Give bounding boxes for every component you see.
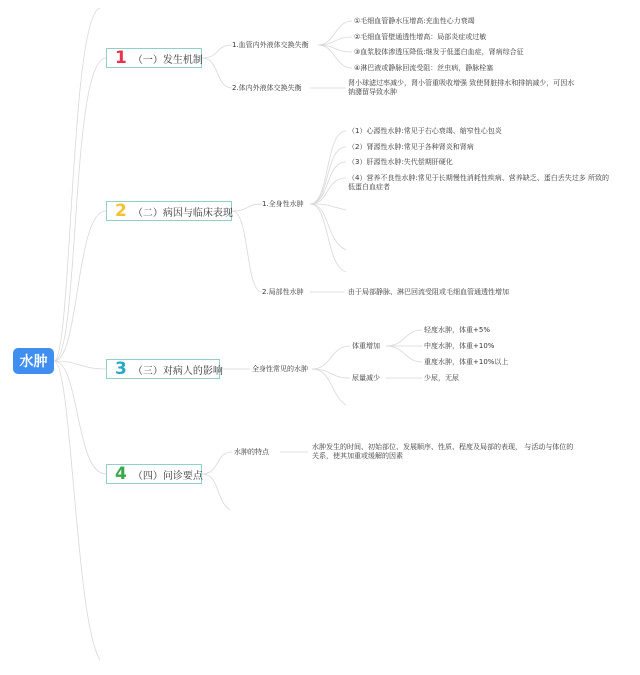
node-2-2[interactable]: 2.局部性水肿 <box>262 288 304 296</box>
topic-number-2: 2 <box>115 200 127 221</box>
leaf-1-1-1[interactable]: ①毛细血管静水压增高:充血性心力衰竭 <box>354 17 475 25</box>
leaf-4-1-detail[interactable]: 水肿发生的时间、初始部位、发展顺序、性质、程度及局部的表现， 与活动与体位的关系，使其加重或缓解的因素 <box>312 443 574 460</box>
topic-3[interactable] <box>106 358 223 379</box>
topic-number-1: 1 <box>115 47 127 68</box>
root-node[interactable] <box>13 348 54 374</box>
topic-label-1: （一）发生机制 <box>132 54 203 66</box>
node-1-1[interactable]: 1.血管内外液体交换失衡 <box>232 41 309 49</box>
root-label: 水肿 <box>19 354 48 370</box>
topic-label-4: （四）问诊要点 <box>132 470 203 482</box>
node-1-2[interactable]: 2.体内外液体交换失衡 <box>232 84 302 92</box>
topic-number-4: 4 <box>115 463 127 484</box>
leaf-1-1-4[interactable]: ④淋巴液或静脉回流受阻：丝虫病，静脉栓塞 <box>354 64 494 72</box>
node-3-1-1[interactable]: 体重增加 <box>352 342 380 350</box>
topic-2[interactable] <box>106 201 232 221</box>
leaf-3-1-2-1[interactable]: 少尿，无尿 <box>424 374 459 382</box>
leaf-3-1-1-3[interactable]: 重度水肿，体重+10%以上 <box>424 358 509 366</box>
node-3-1[interactable]: 全身性常见的水肿 <box>252 365 308 373</box>
topic-label-3: （三）对病人的影响 <box>132 365 223 377</box>
leaf-2-2-detail[interactable]: 由于局部静脉、淋巴回流受阻或毛细血管通透性增加 <box>348 288 509 296</box>
node-2-1[interactable]: 1.全身性水肿 <box>262 200 304 208</box>
leaf-3-1-1-2[interactable]: 中度水肿，体重+10% <box>424 342 495 350</box>
topic-4[interactable] <box>106 464 202 484</box>
topic-1[interactable] <box>106 48 202 68</box>
topic-label-2: （二）病因与临床表现 <box>132 207 233 219</box>
leaf-1-1-3[interactable]: ③血浆胶体渗透压降低:继发于低蛋白血症，肾病综合征 <box>354 48 524 56</box>
leaf-2-1-3[interactable]: （3）肝源性水肿:失代偿期肝硬化 <box>348 158 453 166</box>
node-4-1[interactable]: 水肿的特点 <box>234 448 269 456</box>
node-3-1-2[interactable]: 尿量减少 <box>352 374 380 382</box>
leaf-2-1-2[interactable]: （2）肾源性水肿:常见于各种肾炎和肾病 <box>348 143 474 151</box>
leaf-1-2-detail[interactable]: 肾小球滤过率减少，肾小管重吸收增强 致使肾脏排水和排钠减少，可因水钠潴留导致水肿 <box>348 79 575 96</box>
leaf-2-1-4[interactable]: （4）营养不良性水肿:常见于长期慢性消耗性疾病、营养缺乏、蛋白丢失过多 所致的低蛋白血症者 <box>348 174 610 191</box>
leaf-2-1-1[interactable]: （1）心源性水肿:常见于右心衰竭、缩窄性心包炎 <box>348 127 502 135</box>
topic-number-3: 3 <box>115 358 127 379</box>
leaf-3-1-1-1[interactable]: 轻度水肿，体重+5% <box>424 326 490 334</box>
leaf-1-1-2[interactable]: ②毛细血管壁通透性增高：局部炎症或过敏 <box>354 33 487 41</box>
